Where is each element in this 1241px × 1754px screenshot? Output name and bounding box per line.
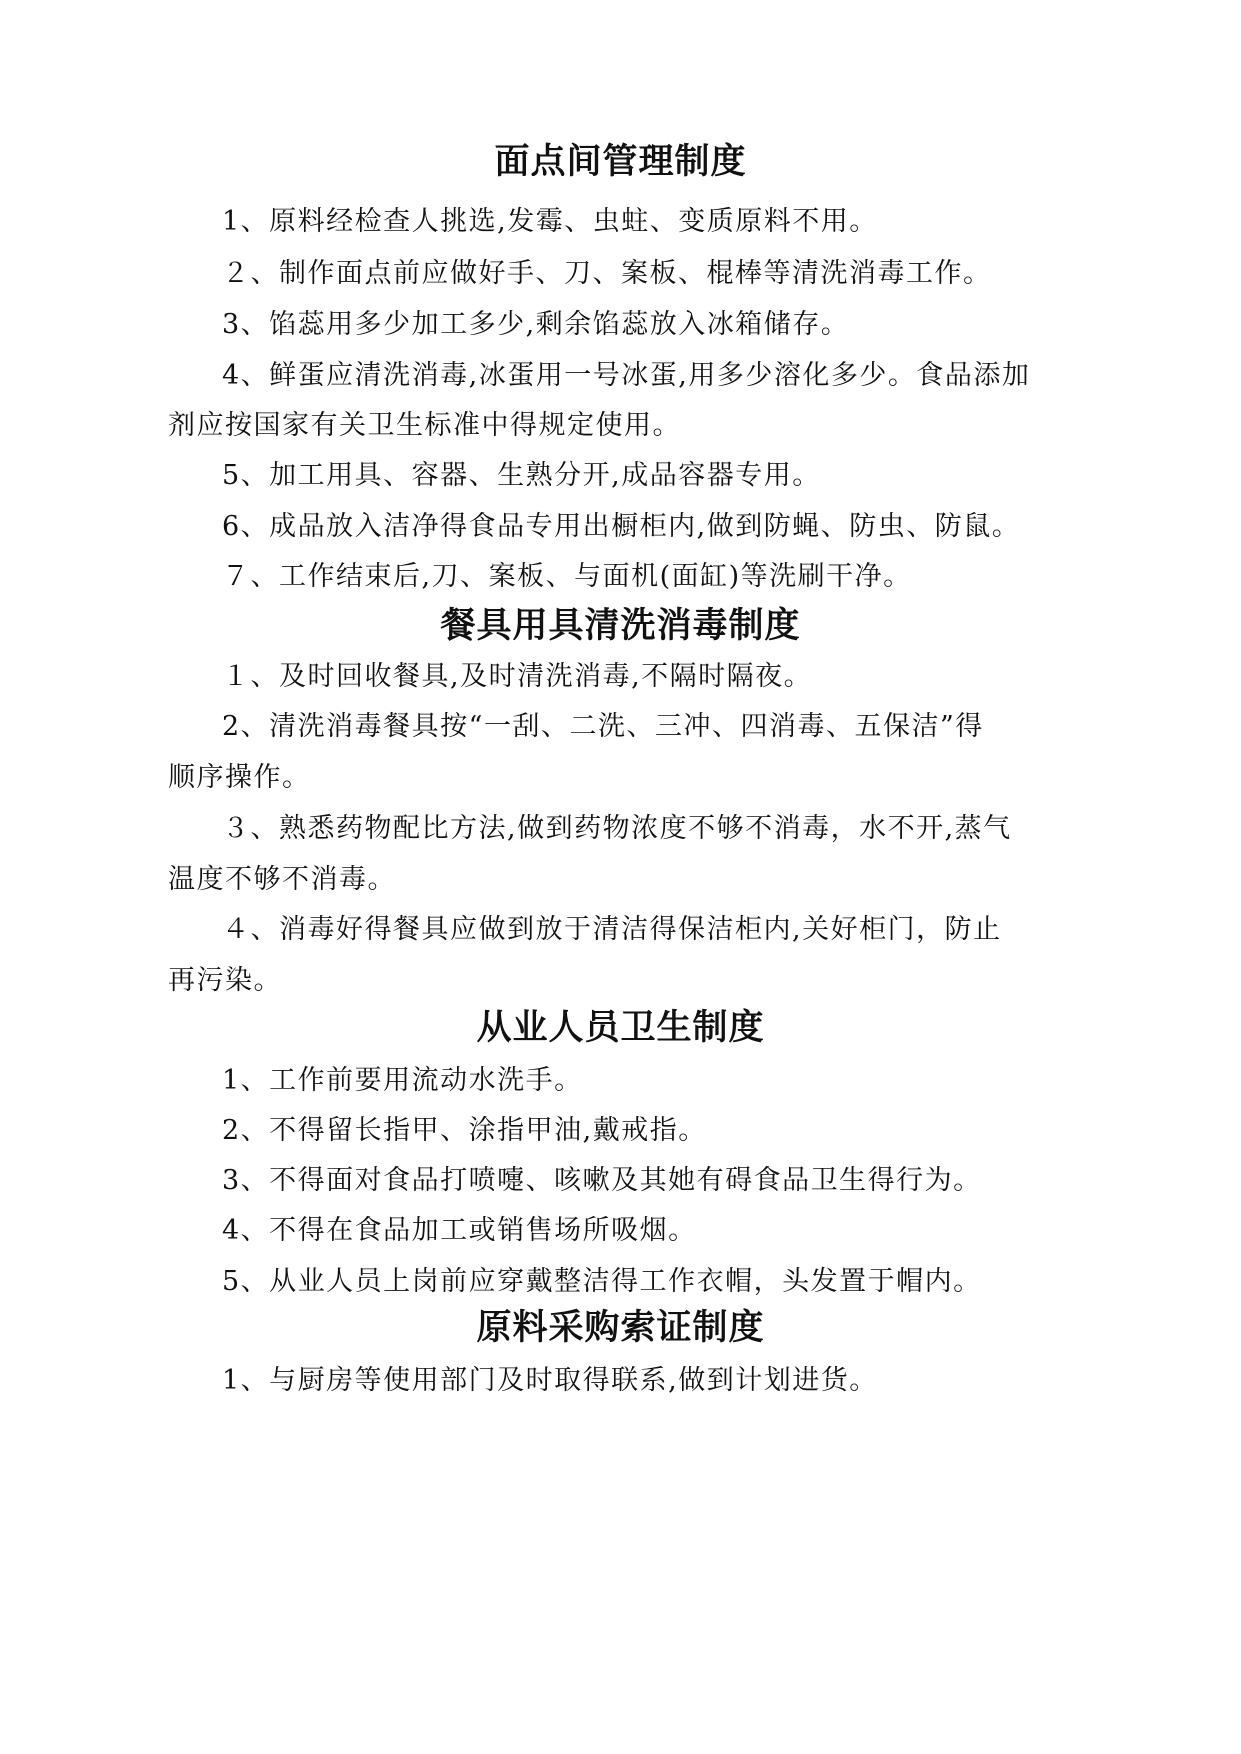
section-title: 原料采购索证制度 bbox=[476, 1308, 765, 1348]
paragraph-line: １、及时回收餐具,及时清洗消毒,不隔时隔夜。 bbox=[222, 661, 813, 692]
paragraph-line: 顺序操作。 bbox=[168, 762, 311, 793]
paragraph-line: 4、不得在食品加工或销售场所吸烟。 bbox=[222, 1215, 697, 1246]
paragraph-line: 2、清洗消毒餐具按“一刮、二洗、三冲、四消毒、五保洁”得 bbox=[222, 711, 984, 742]
paragraph-line: 5、从业人员上岗前应穿戴整洁得工作衣帽，头发置于帽内。 bbox=[222, 1266, 982, 1297]
paragraph-line: 1、原料经检查人挑选,发霉、虫蛀、变质原料不用。 bbox=[222, 206, 878, 237]
paragraph-line: 5、加工用具、容器、生熟分开,成品容器专用。 bbox=[222, 460, 821, 491]
paragraph-line: 3、不得面对食品打喷嚏、咳嗽及其她有碍食品卫生得行为。 bbox=[222, 1165, 982, 1196]
paragraph-line: 剂应按国家有关卫生标准中得规定使用。 bbox=[168, 410, 681, 441]
section-title: 面点间管理制度 bbox=[494, 142, 747, 182]
paragraph-line: ７、工作结束后,刀、案板、与面机(面缸)等洗刷干净。 bbox=[222, 561, 912, 592]
paragraph-line: 1、与厨房等使用部门及时取得联系,做到计划进货。 bbox=[222, 1365, 878, 1396]
paragraph-line: 3、馅蕊用多少加工多少,剩余馅蕊放入冰箱储存。 bbox=[222, 309, 850, 340]
section-title: 从业人员卫生制度 bbox=[476, 1008, 765, 1048]
paragraph-line: 再污染。 bbox=[168, 965, 282, 996]
paragraph-line: 6、成品放入洁净得食品专用出橱柜内,做到防蝇、防虫、防鼠。 bbox=[222, 511, 1021, 542]
paragraph-line: 2、不得留长指甲、涂指甲油,戴戒指。 bbox=[222, 1115, 707, 1146]
paragraph-line: ４、消毒好得餐具应做到放于清洁得保洁柜内,关好柜门，防止 bbox=[222, 914, 1002, 945]
paragraph-line: ３、熟悉药物配比方法,做到药物浓度不够不消毒，水不开,蒸气 bbox=[222, 813, 1012, 844]
paragraph-line: 1、工作前要用流动水洗手。 bbox=[222, 1065, 583, 1096]
section-title: 餐具用具清洗消毒制度 bbox=[440, 606, 801, 646]
paragraph-line: 温度不够不消毒。 bbox=[168, 864, 396, 895]
paragraph-line: ２、制作面点前应做好手、刀、案板、棍棒等清洗消毒工作。 bbox=[222, 258, 992, 289]
paragraph-line: 4、鲜蛋应清洗消毒,冰蛋用一号冰蛋,用多少溶化多少。食品添加 bbox=[222, 360, 1031, 391]
